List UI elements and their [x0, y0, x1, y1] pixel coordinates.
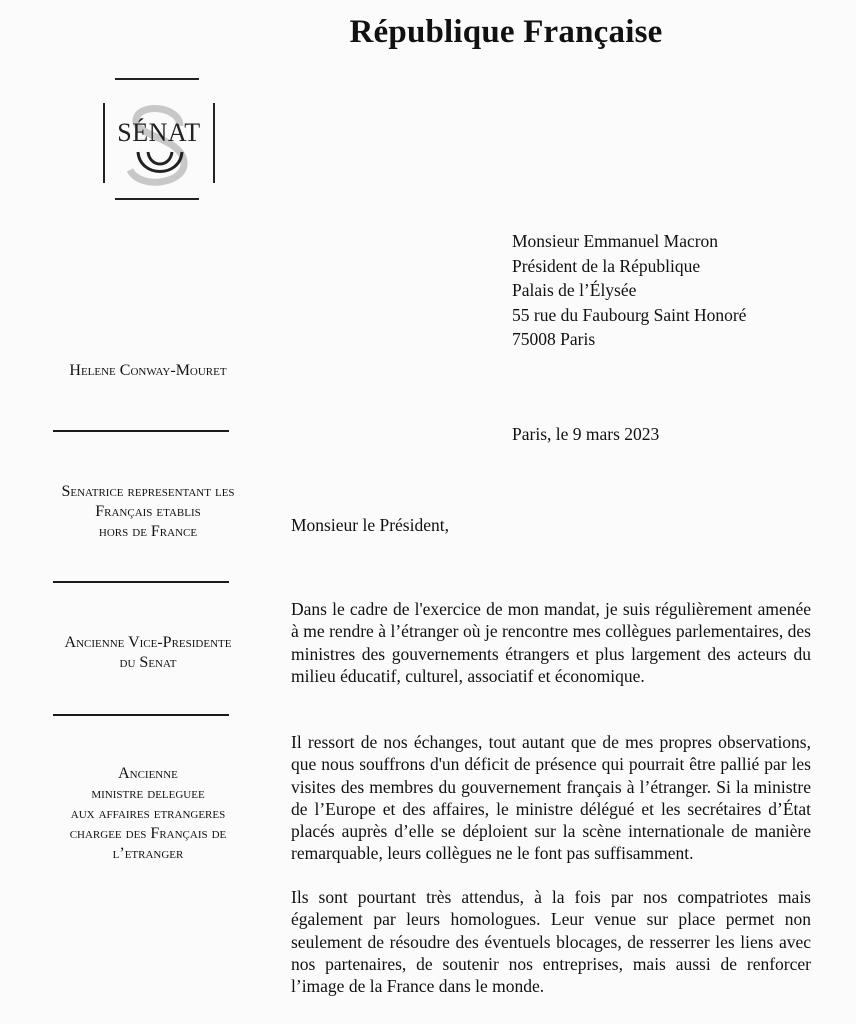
recipient-address [512, 229, 746, 352]
role-line: ministre deleguee [91, 785, 205, 802]
address-line: Palais de l’Élysée [512, 280, 637, 301]
divider [53, 430, 229, 432]
sender-role-1 [20, 482, 276, 542]
address-line: 55 rue du Faubourg Saint Honoré [512, 304, 747, 325]
role-line: chargee des Français de [69, 825, 227, 842]
role-line: l’etranger [112, 845, 184, 862]
divider [53, 714, 229, 716]
role-line: Senatrice representant les [61, 483, 235, 500]
role-line: du Senat [119, 654, 177, 671]
role-line: Ancienne [118, 765, 178, 782]
sender-role-2 [20, 633, 276, 673]
sender-role-3 [20, 764, 276, 864]
address-line: Président de la République [512, 255, 701, 276]
sender-name: Helene Conway-Mouret [69, 362, 227, 379]
role-line: aux affaires etrangeres [70, 805, 226, 822]
address-line: Monsieur Emmanuel Macron [512, 231, 719, 251]
divider [53, 581, 229, 583]
body-paragraph: Il ressort de nos échanges, tout autant que de mes propres observations, que nous souffrons d'un déficit de présence qui pourrait être pallié par les visites des membres du gouvernement français à l’étranger. Si la ministre de l’Europe et des affaires, le ministre délégué et les secrétaires d’État placés auprès d’elle se déploient sur la scène internationale de manière remarquable, leurs collègues ne le font pas suffisamment. [291, 732, 811, 864]
address-line: 75008 Paris [512, 329, 596, 350]
letter-date: Paris, le 9 mars 2023 [512, 424, 660, 444]
body-paragraph: Ils sont pourtant très attendus, à la fois par nos compatriotes mais également par leurs homologues. Leur venue sur place permet non seulement de résoudre des éventuels blocages, de resserrer les liens avec nos partenaires, de soutenir nos entreprises, mais aussi de renforcer l’image de la France dans le monde. [291, 887, 811, 997]
role-line: Ancienne Vice-Presidente [64, 634, 232, 651]
role-line: Français etablis [95, 503, 201, 520]
salutation: Monsieur le Président, [291, 515, 449, 535]
logo-text: SÉNAT [117, 118, 201, 147]
role-line: hors de France [98, 523, 198, 540]
letterhead-title: République Française [349, 14, 663, 50]
body-paragraph: Dans le cadre de l'exercice de mon mandat, je suis régulièrement amenée à me rendre à l’étranger où je rencontre mes collègues parlementaires, des ministres des gouvernements étrangers et plus largement des acteurs du milieu éducatif, culturel, associatif et économique. [291, 599, 811, 686]
senat-logo [100, 78, 218, 196]
